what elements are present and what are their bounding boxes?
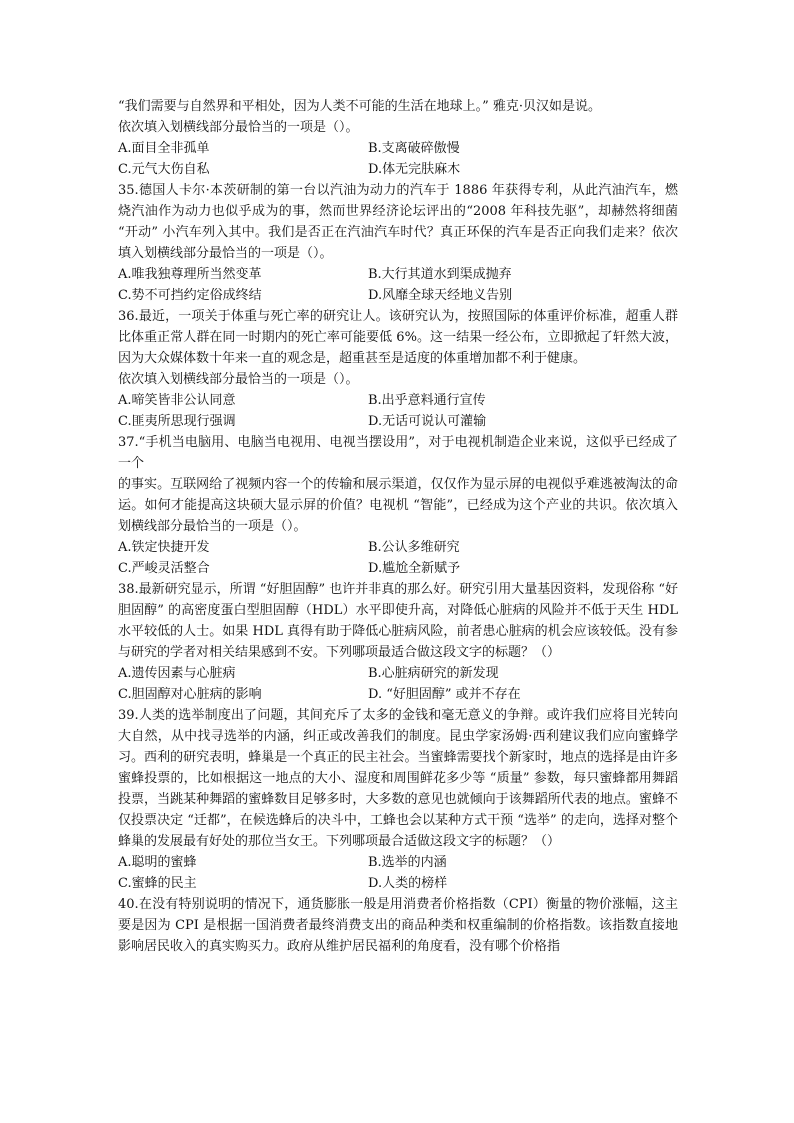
option-a: A.铁定快捷开发: [118, 540, 210, 555]
question-34-prompt: 依次填入划横线部分最恰当的一项是（）。: [118, 120, 359, 135]
question-39-text: 39.人类的选举制度出了问题，其间充斥了太多的金钱和毫无意义的争辩。或许我们应将目光转向大自然，从中找寻选举的内涵，纠正或改善我们的制度。昆虫学家汤姆·西利建议我们应向蜜蜂学习。西利的研究表明，蜂巢是一个真正的民主社会。当蜜蜂需要找个新家时，地点的选择是由许多蜜蜂投票的，比如根据这一地点的大小、湿度和周围鲜花多少等 “质量” 参数，每只蜜蜂都用舞蹈投票，当跳某种舞蹈的蜜蜂数目足够多时，大多数的意见也就倾向于该舞蹈所代表的地点。蜜蜂不仅投票决定 “迁都”，在候选蜂后的决斗中，工蜂也会以某种方式干预 “选举” 的走向，选择对整个蜂巢的发展最有好处的那位当女王。下列哪项最合适做这段文字的标题？（）: [118, 708, 678, 849]
option-d: D.体无完肤麻木: [368, 162, 461, 177]
option-c: C.元气大伤自私: [118, 162, 210, 177]
question-39-options: [118, 852, 678, 894]
option-c: C.蜜蜂的民主: [118, 876, 197, 891]
option-b: B.公认多维研究: [368, 540, 460, 555]
option-c: C.势不可挡约定俗成终结: [118, 288, 262, 303]
question-38-options: [118, 663, 678, 705]
question-40-block: [118, 894, 678, 957]
question-34-tail: “我们需要与自然界和平相处，因为人类不可能的生活在地球上。” 雅克·贝汉如是说。: [118, 99, 602, 114]
question-40-text: 40.在没有特别说明的情况下，通货膨胀一般是用消费者价格指数（CPI）衡量的物价涨幅，这主要是因为 CPI 是根据一国消费者最终消费支出的商品种类和权重编制的价格指数。该指数直接地影响居民收入的真实购买力。政府从维护居民福利的角度看，没有哪个价格指: [118, 897, 678, 954]
option-b: B.出乎意料通行宣传: [368, 393, 486, 408]
option-d: D.无话可说认可灌输: [368, 414, 487, 429]
option-c: C.严峻灵活整合: [118, 561, 210, 576]
question-34-options: [118, 138, 678, 180]
document-page: [118, 96, 678, 957]
question-35-text: 35.德国人卡尔·本茨研制的第一台以汽油为动力的汽车于 1886 年获得专利，从此汽油汽车，燃烧汽油作为动力也似乎成为的事，然而世界经济论坛评出的“2008 年科技先驱”，却赫然将细菌 “开动” 小汽车列入其中。我们是否正在汽油汽车时代？真正环保的汽车是否正向我们走来？依次填入划横线部分最恰当的一项是（）。: [118, 183, 678, 261]
option-b: B.选举的内涵: [368, 855, 447, 870]
question-38-block: [118, 579, 678, 705]
option-a: A.聪明的蜜蜂: [118, 855, 197, 870]
question-36-prompt: 依次填入划横线部分最恰当的一项是（）。: [118, 372, 359, 387]
question-37-options: [118, 537, 678, 579]
option-d: D.风靡全球天经地义告别: [368, 288, 513, 303]
option-d: D. “好胆固醇” 或并不存在: [368, 687, 521, 702]
question-36-block: [118, 306, 678, 432]
option-d: D.尴尬全新赋予: [368, 561, 461, 576]
question-39-block: [118, 705, 678, 894]
question-36-options: [118, 390, 678, 432]
option-c: C.胆固醇对心脏病的影响: [118, 687, 262, 702]
question-36-text: 36.最近，一项关于体重与死亡率的研究让人。该研究认为，按照国际的体重评价标准，超重人群比体重正常人群在同一时期内的死亡率可能要低 6%。这一结果一经公布，立即掀起了轩然大波，因为大众媒体数十年来一直的观念是，超重甚至是适度的体重增加都不利于健康。: [118, 309, 678, 366]
option-c: C.匪夷所思现行强调: [118, 414, 236, 429]
question-38-text: 38.最新研究显示，所谓 “好胆固醇” 也许并非真的那么好。研究引用大量基因资料，发现俗称 “好胆固醇” 的高密度蛋白型胆固醇（HDL）水平即使升高，对降低心脏病的风险并不低于天生 HDL 水平较低的人士。如果 HDL 真得有助于降低心脏病风险，前者患心脏病的机会应该较低。没有参与研究的学者对相关结果感到不安。下列哪项最适合做这段文字的标题？（）: [118, 582, 679, 660]
question-37-block: [118, 432, 678, 579]
option-a: A.遗传因素与心脏病: [118, 666, 236, 681]
question-35-block: [118, 180, 678, 306]
question-37-line1: 37.“手机当电脑用、电脑当电视用、电视当摆设用”，对于电视机制造企业来说，这似乎已经成了一个: [118, 435, 678, 471]
option-b: B.心脏病研究的新发现: [368, 666, 499, 681]
question-37-text: 的事实。互联网给了视频内容一个的传输和展示渠道，仅仅作为显示屏的电视似乎难逃被淘汰的命运。如何才能提高这块硕大显示屏的价值？电视机 “智能”，已经成为这个产业的共识。依次填入划横线部分最恰当的一项是（）。: [118, 477, 678, 534]
option-a: A.啼笑皆非公认同意: [118, 393, 236, 408]
question-35-options: [118, 264, 678, 306]
option-b: B.支离破碎傲慢: [368, 141, 460, 156]
option-a: A.唯我独尊理所当然变革: [118, 267, 262, 282]
option-b: B.大行其道水到渠成抛弃: [368, 267, 512, 282]
option-a: A.面目全非孤单: [118, 141, 210, 156]
option-d: D.人类的榜样: [368, 876, 448, 891]
question-34-block: [118, 96, 678, 180]
